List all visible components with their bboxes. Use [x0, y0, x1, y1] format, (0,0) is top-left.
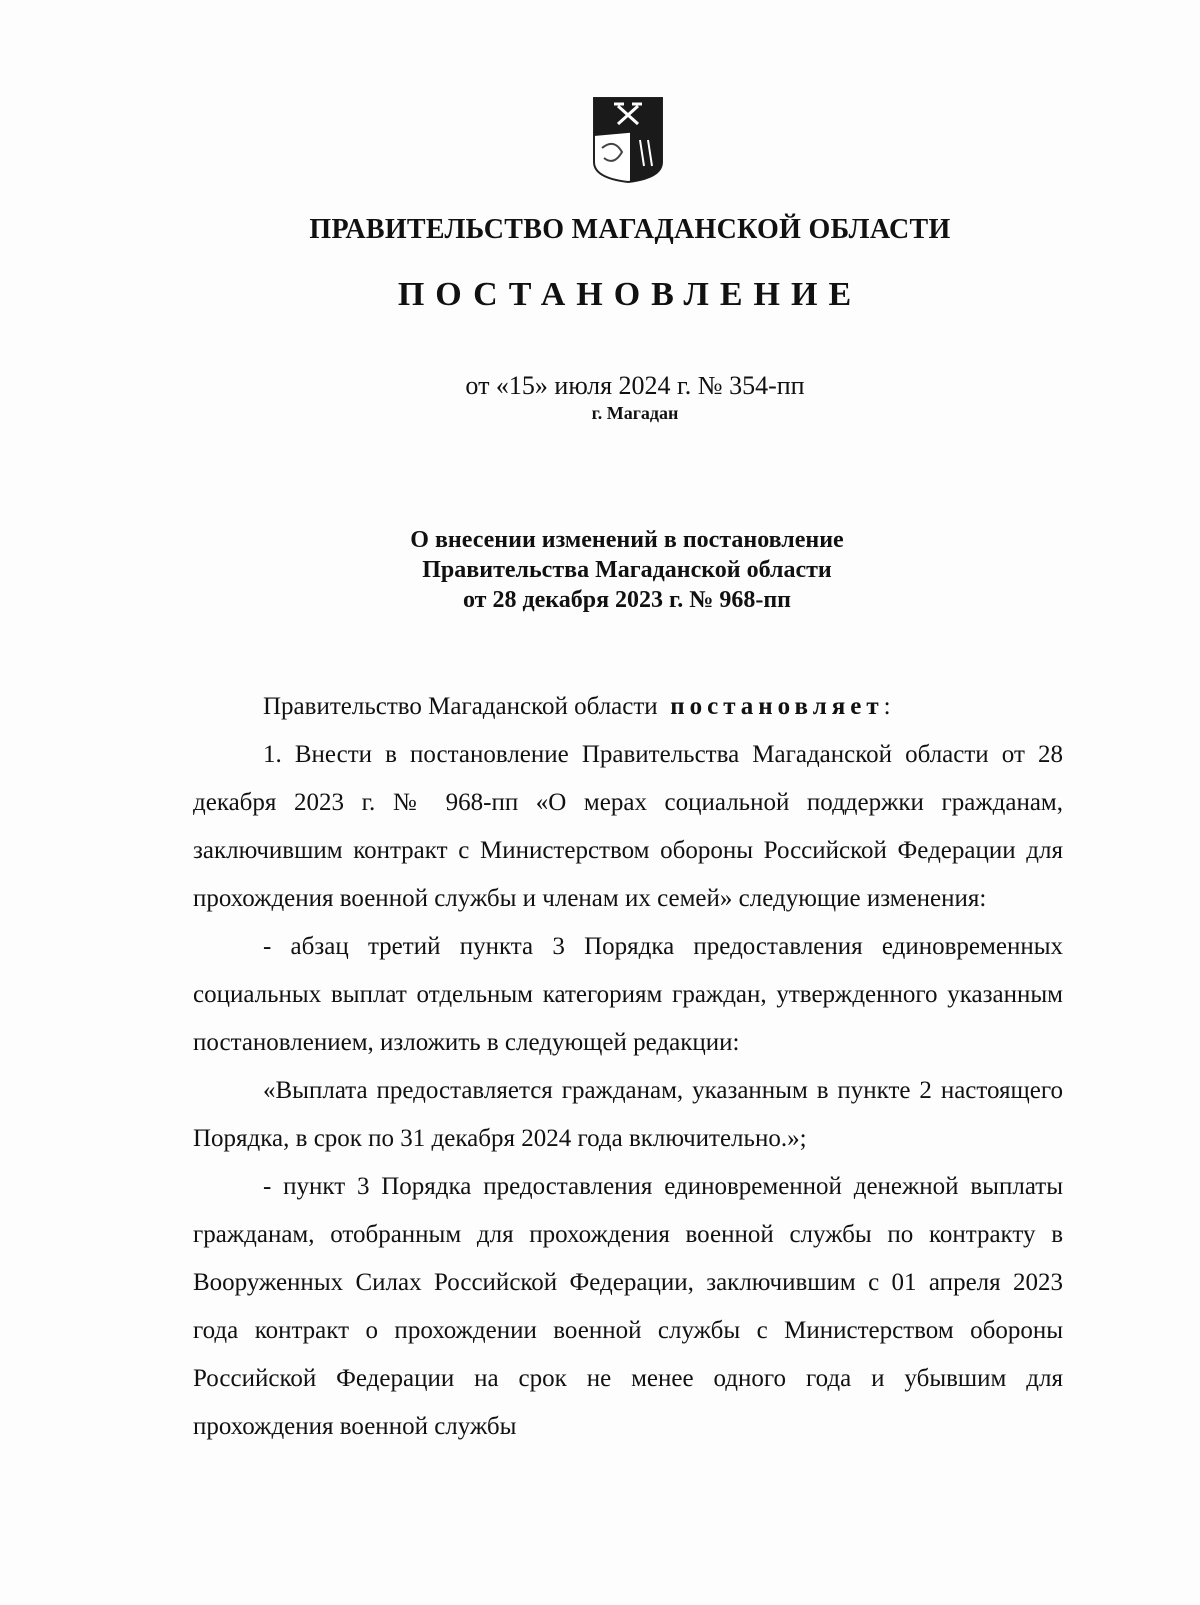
organization-name: ПРАВИТЕЛЬСТВО МАГАДАНСКОЙ ОБЛАСТИ [309, 214, 951, 245]
paragraph-2: - абзац третий пункта 3 Порядка предоставления единовременных социальных выплат отдельным категориям граждан, утвержденного указанным постановлением, изложить в следующей редакции: [193, 933, 1063, 1056]
title-line-1: О внесении изменений в постановление [410, 527, 844, 553]
paragraph-3: «Выплата предоставляется гражданам, указанным в пункте 2 настоящего Порядка, в срок по 31 декабря 2024 года включительно.»; [193, 1077, 1063, 1152]
intro-suffix: : [883, 693, 891, 720]
title-line-3: от 28 декабря 2023 г. № 968-пп [462, 587, 792, 613]
document-type: ПОСТАНОВЛЕНИЕ [397, 276, 863, 313]
intro-verb: постановляет [670, 693, 884, 720]
document-date-number: от «15» июля 2024 г. № 354-пп [465, 371, 805, 400]
coat-of-arms-icon [592, 96, 664, 184]
paragraph-1: 1. Внести в постановление Правительства Магаданской области от 28 декабря 2023 г. № 968-пп «О мерах социальной поддержки гражданам, заключившим контракт с Министерством обороны Российской Федерации для прохождения военной службы и членам их семей» следующие изменения: [193, 741, 1063, 912]
title-line-2: Правительства Магаданской области [422, 557, 832, 583]
intro-prefix: Правительство Магаданской области [263, 693, 658, 720]
document-city: г. Магадан [591, 403, 679, 423]
paragraph-4: - пункт 3 Порядка предоставления единовременной денежной выплаты гражданам, отобранным для прохождения военной службы по контракту в Вооруженных Силах Российской Федерации, заключившим с 01 апреля 2023 года контракт о прохождении военной службы с Министерством обороны Российской Федерации на срок не менее одного года и убывшим для прохождения военной службы [193, 1173, 1063, 1440]
document-body [193, 683, 1063, 1451]
document-title [0, 525, 1200, 615]
intro-paragraph [193, 683, 1063, 731]
